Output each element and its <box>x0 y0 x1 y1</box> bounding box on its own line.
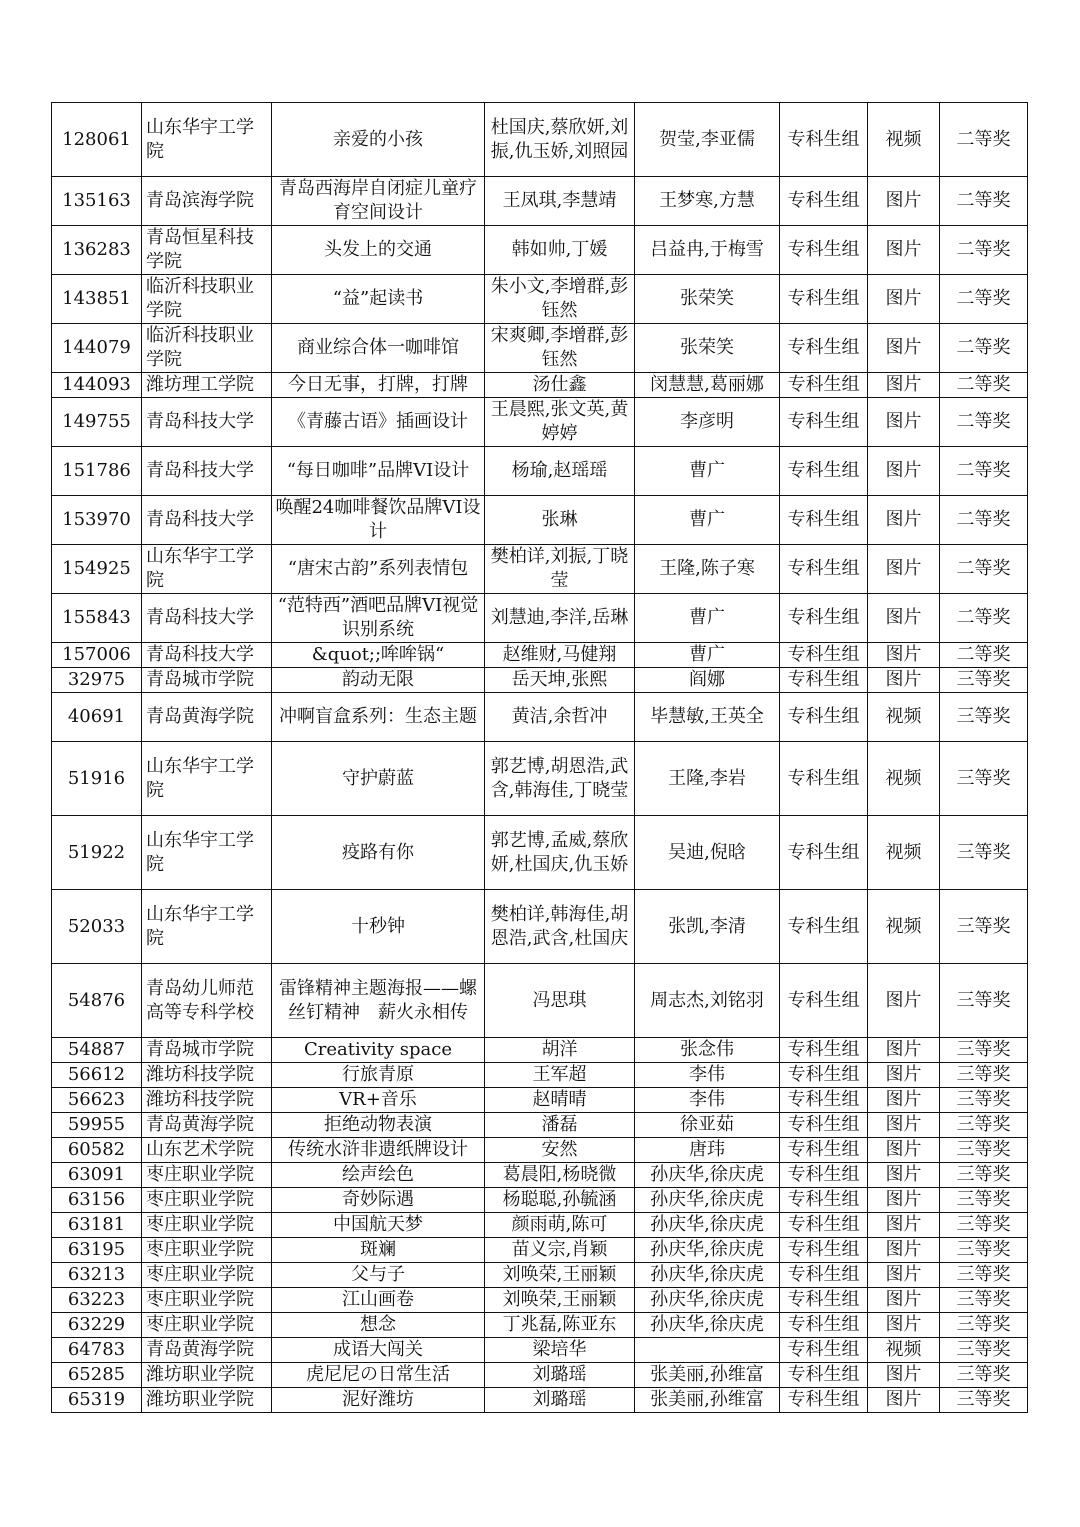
authors-cell: 杨聪聪,孙毓涵 <box>485 1188 635 1213</box>
entry-id-cell: 54887 <box>52 1038 142 1063</box>
advisors-cell: 闵慧慧,葛丽娜 <box>635 373 780 398</box>
entry-id-cell: 56612 <box>52 1063 142 1088</box>
award-level-cell: 三等奖 <box>940 1313 1028 1338</box>
award-level-cell: 三等奖 <box>940 1038 1028 1063</box>
advisors-cell: 孙庆华,徐庆虎 <box>635 1213 780 1238</box>
entry-id-cell: 63213 <box>52 1263 142 1288</box>
work-type-cell: 视频 <box>868 742 940 816</box>
award-level-cell: 三等奖 <box>940 1363 1028 1388</box>
school-name-cell: 枣庄职业学院 <box>142 1213 272 1238</box>
authors-cell: 樊柏详,韩海佳,胡恩浩,武含,杜国庆 <box>485 890 635 964</box>
group-category-cell: 专科生组 <box>780 177 868 226</box>
group-category-cell: 专科生组 <box>780 496 868 545</box>
table-row <box>52 1263 1028 1288</box>
school-name-cell: 青岛城市学院 <box>142 1038 272 1063</box>
advisors-cell: 孙庆华,徐庆虎 <box>635 1313 780 1338</box>
award-level-cell: 二等奖 <box>940 398 1028 447</box>
advisors-cell: 张念伟 <box>635 1038 780 1063</box>
school-name-cell: 枣庄职业学院 <box>142 1163 272 1188</box>
group-category-cell: 专科生组 <box>780 275 868 324</box>
advisors-cell: 吴迪,倪晗 <box>635 816 780 890</box>
authors-cell: 刘唤荣,王丽颖 <box>485 1263 635 1288</box>
work-title-cell: 青岛西海岸自闭症儿童疗育空间设计 <box>272 177 485 226</box>
work-type-cell: 图片 <box>868 1313 940 1338</box>
work-type-cell: 图片 <box>868 324 940 373</box>
work-type-cell: 视频 <box>868 1338 940 1363</box>
work-type-cell: 图片 <box>868 447 940 496</box>
table-row <box>52 1238 1028 1263</box>
authors-cell: 王凤琪,李慧靖 <box>485 177 635 226</box>
work-title-cell: 十秒钟 <box>272 890 485 964</box>
work-type-cell: 图片 <box>868 1088 940 1113</box>
award-level-cell: 三等奖 <box>940 1188 1028 1213</box>
advisors-cell: 曹广 <box>635 643 780 668</box>
award-level-cell: 三等奖 <box>940 1213 1028 1238</box>
group-category-cell: 专科生组 <box>780 742 868 816</box>
group-category-cell: 专科生组 <box>780 1313 868 1338</box>
award-level-cell: 三等奖 <box>940 742 1028 816</box>
entry-id-cell: 144093 <box>52 373 142 398</box>
advisors-cell: 孙庆华,徐庆虎 <box>635 1238 780 1263</box>
advisors-cell <box>635 1338 780 1363</box>
school-name-cell: 青岛科技大学 <box>142 398 272 447</box>
work-title-cell: 拒绝动物表演 <box>272 1113 485 1138</box>
advisors-cell: 李伟 <box>635 1063 780 1088</box>
entry-id-cell: 65285 <box>52 1363 142 1388</box>
award-level-cell: 三等奖 <box>940 1138 1028 1163</box>
table-row <box>52 1163 1028 1188</box>
award-level-cell: 二等奖 <box>940 275 1028 324</box>
entry-id-cell: 143851 <box>52 275 142 324</box>
authors-cell: 宋爽卿,李增群,彭钰然 <box>485 324 635 373</box>
school-name-cell: 青岛城市学院 <box>142 668 272 693</box>
work-type-cell: 图片 <box>868 226 940 275</box>
group-category-cell: 专科生组 <box>780 668 868 693</box>
authors-cell: 安然 <box>485 1138 635 1163</box>
group-category-cell: 专科生组 <box>780 1363 868 1388</box>
entry-id-cell: 155843 <box>52 594 142 643</box>
authors-cell: 杨瑜,赵瑶瑶 <box>485 447 635 496</box>
work-type-cell: 图片 <box>868 1213 940 1238</box>
work-type-cell: 图片 <box>868 1238 940 1263</box>
entry-id-cell: 59955 <box>52 1113 142 1138</box>
work-title-cell: “范特西”酒吧品牌VI视觉识别系统 <box>272 594 485 643</box>
table-row <box>52 1363 1028 1388</box>
entry-id-cell: 63229 <box>52 1313 142 1338</box>
table-row <box>52 1313 1028 1338</box>
work-title-cell: 奇妙际遇 <box>272 1188 485 1213</box>
school-name-cell: 青岛恒星科技学院 <box>142 226 272 275</box>
authors-cell: 赵维财,马健翔 <box>485 643 635 668</box>
advisors-cell: 张荣笑 <box>635 275 780 324</box>
work-type-cell: 图片 <box>868 1063 940 1088</box>
work-title-cell: “益”起读书 <box>272 275 485 324</box>
work-type-cell: 视频 <box>868 693 940 742</box>
table-row <box>52 275 1028 324</box>
school-name-cell: 山东华宇工学院 <box>142 545 272 594</box>
authors-cell: 丁兆磊,陈亚东 <box>485 1313 635 1338</box>
group-category-cell: 专科生组 <box>780 594 868 643</box>
school-name-cell: 山东华宇工学院 <box>142 816 272 890</box>
award-level-cell: 三等奖 <box>940 1263 1028 1288</box>
school-name-cell: 临沂科技职业学院 <box>142 275 272 324</box>
entry-id-cell: 63156 <box>52 1188 142 1213</box>
award-table <box>51 102 1028 1413</box>
award-level-cell: 二等奖 <box>940 373 1028 398</box>
award-level-cell: 三等奖 <box>940 1288 1028 1313</box>
work-type-cell: 图片 <box>868 545 940 594</box>
work-type-cell: 图片 <box>868 1388 940 1413</box>
work-title-cell: 唤醒24咖啡餐饮品牌VI设计 <box>272 496 485 545</box>
work-title-cell: 成语大闯关 <box>272 1338 485 1363</box>
school-name-cell: 青岛黄海学院 <box>142 1113 272 1138</box>
table-row <box>52 1213 1028 1238</box>
award-level-cell: 三等奖 <box>940 1163 1028 1188</box>
group-category-cell: 专科生组 <box>780 1238 868 1263</box>
table-row <box>52 742 1028 816</box>
group-category-cell: 专科生组 <box>780 447 868 496</box>
work-title-cell: “每日咖啡”品牌VI设计 <box>272 447 485 496</box>
school-name-cell: 山东艺术学院 <box>142 1138 272 1163</box>
authors-cell: 汤仕鑫 <box>485 373 635 398</box>
work-type-cell: 图片 <box>868 964 940 1038</box>
authors-cell: 郭艺博,胡恩浩,武含,韩海佳,丁晓莹 <box>485 742 635 816</box>
advisors-cell: 孙庆华,徐庆虎 <box>635 1163 780 1188</box>
award-level-cell: 三等奖 <box>940 1238 1028 1263</box>
authors-cell: 杜国庆,蔡欣妍,刘振,仇玉娇,刘照园 <box>485 103 635 177</box>
authors-cell: 张琳 <box>485 496 635 545</box>
award-level-cell: 三等奖 <box>940 1388 1028 1413</box>
group-category-cell: 专科生组 <box>780 1038 868 1063</box>
authors-cell: 刘唤荣,王丽颖 <box>485 1288 635 1313</box>
entry-id-cell: 51916 <box>52 742 142 816</box>
school-name-cell: 山东华宇工学院 <box>142 742 272 816</box>
group-category-cell: 专科生组 <box>780 1288 868 1313</box>
group-category-cell: 专科生组 <box>780 1063 868 1088</box>
authors-cell: 王军超 <box>485 1063 635 1088</box>
authors-cell: 刘慧迪,李洋,岳琳 <box>485 594 635 643</box>
table-row <box>52 890 1028 964</box>
school-name-cell: 青岛幼儿师范高等专科学校 <box>142 964 272 1038</box>
entry-id-cell: 135163 <box>52 177 142 226</box>
table-row <box>52 1138 1028 1163</box>
authors-cell: 韩如帅,丁媛 <box>485 226 635 275</box>
work-type-cell: 图片 <box>868 496 940 545</box>
school-name-cell: 山东华宇工学院 <box>142 103 272 177</box>
group-category-cell: 专科生组 <box>780 545 868 594</box>
advisors-cell: 徐亚茹 <box>635 1113 780 1138</box>
group-category-cell: 专科生组 <box>780 693 868 742</box>
work-title-cell: 头发上的交通 <box>272 226 485 275</box>
table-row <box>52 816 1028 890</box>
award-level-cell: 二等奖 <box>940 643 1028 668</box>
entry-id-cell: 153970 <box>52 496 142 545</box>
work-title-cell: Creativity space <box>272 1038 485 1063</box>
work-title-cell: 韵动无限 <box>272 668 485 693</box>
work-type-cell: 图片 <box>868 1188 940 1213</box>
group-category-cell: 专科生组 <box>780 1113 868 1138</box>
entry-id-cell: 157006 <box>52 643 142 668</box>
group-category-cell: 专科生组 <box>780 1138 868 1163</box>
group-category-cell: 专科生组 <box>780 398 868 447</box>
authors-cell: 潘磊 <box>485 1113 635 1138</box>
table-row <box>52 447 1028 496</box>
authors-cell: 赵晴晴 <box>485 1088 635 1113</box>
work-type-cell: 视频 <box>868 890 940 964</box>
school-name-cell: 青岛滨海学院 <box>142 177 272 226</box>
advisors-cell: 贺莹,李亚儒 <box>635 103 780 177</box>
work-type-cell: 视频 <box>868 816 940 890</box>
authors-cell: 郭艺博,孟威,蔡欣妍,杜国庆,仇玉娇 <box>485 816 635 890</box>
entry-id-cell: 149755 <box>52 398 142 447</box>
work-title-cell: 守护蔚蓝 <box>272 742 485 816</box>
advisors-cell: 李伟 <box>635 1088 780 1113</box>
school-name-cell: 枣庄职业学院 <box>142 1263 272 1288</box>
authors-cell: 王晨熙,张文英,黄婷婷 <box>485 398 635 447</box>
work-title-cell: &quot;;哞哞锅“ <box>272 643 485 668</box>
group-category-cell: 专科生组 <box>780 964 868 1038</box>
table-row <box>52 693 1028 742</box>
table-row <box>52 1088 1028 1113</box>
advisors-cell: 张荣笑 <box>635 324 780 373</box>
award-level-cell: 三等奖 <box>940 890 1028 964</box>
group-category-cell: 专科生组 <box>780 324 868 373</box>
award-level-cell: 二等奖 <box>940 545 1028 594</box>
table-row <box>52 226 1028 275</box>
entry-id-cell: 40691 <box>52 693 142 742</box>
school-name-cell: 青岛黄海学院 <box>142 693 272 742</box>
award-level-cell: 三等奖 <box>940 693 1028 742</box>
work-type-cell: 图片 <box>868 1363 940 1388</box>
school-name-cell: 潍坊职业学院 <box>142 1388 272 1413</box>
work-title-cell: 冲啊盲盒系列：生态主题 <box>272 693 485 742</box>
award-level-cell: 三等奖 <box>940 964 1028 1038</box>
work-type-cell: 图片 <box>868 668 940 693</box>
school-name-cell: 青岛科技大学 <box>142 447 272 496</box>
award-level-cell: 三等奖 <box>940 816 1028 890</box>
work-title-cell: 想念 <box>272 1313 485 1338</box>
authors-cell: 樊柏详,刘振,丁晓莹 <box>485 545 635 594</box>
authors-cell: 刘璐瑶 <box>485 1388 635 1413</box>
award-level-cell: 二等奖 <box>940 496 1028 545</box>
entry-id-cell: 144079 <box>52 324 142 373</box>
authors-cell: 黄洁,余哲冲 <box>485 693 635 742</box>
advisors-cell: 毕慧敏,王英全 <box>635 693 780 742</box>
advisors-cell: 张美丽,孙维富 <box>635 1363 780 1388</box>
work-title-cell: 今日无事，打牌，打牌 <box>272 373 485 398</box>
work-type-cell: 图片 <box>868 1288 940 1313</box>
work-type-cell: 图片 <box>868 177 940 226</box>
table-row <box>52 177 1028 226</box>
award-level-cell: 二等奖 <box>940 447 1028 496</box>
group-category-cell: 专科生组 <box>780 1088 868 1113</box>
table-row <box>52 373 1028 398</box>
table-row <box>52 1188 1028 1213</box>
group-category-cell: 专科生组 <box>780 1188 868 1213</box>
entry-id-cell: 63195 <box>52 1238 142 1263</box>
school-name-cell: 潍坊职业学院 <box>142 1363 272 1388</box>
work-type-cell: 视频 <box>868 103 940 177</box>
table-row <box>52 1288 1028 1313</box>
school-name-cell: 山东华宇工学院 <box>142 890 272 964</box>
entry-id-cell: 60582 <box>52 1138 142 1163</box>
school-name-cell: 潍坊科技学院 <box>142 1063 272 1088</box>
entry-id-cell: 56623 <box>52 1088 142 1113</box>
school-name-cell: 青岛科技大学 <box>142 594 272 643</box>
group-category-cell: 专科生组 <box>780 226 868 275</box>
group-category-cell: 专科生组 <box>780 643 868 668</box>
group-category-cell: 专科生组 <box>780 103 868 177</box>
award-level-cell: 二等奖 <box>940 226 1028 275</box>
entry-id-cell: 32975 <box>52 668 142 693</box>
table-row <box>52 545 1028 594</box>
advisors-cell: 孙庆华,徐庆虎 <box>635 1188 780 1213</box>
work-type-cell: 图片 <box>868 373 940 398</box>
advisors-cell: 周志杰,刘铭羽 <box>635 964 780 1038</box>
work-type-cell: 图片 <box>868 398 940 447</box>
award-level-cell: 二等奖 <box>940 324 1028 373</box>
advisors-cell: 张凯,李清 <box>635 890 780 964</box>
work-type-cell: 图片 <box>868 643 940 668</box>
work-title-cell: 疫路有你 <box>272 816 485 890</box>
advisors-cell: 吕益冉,于梅雪 <box>635 226 780 275</box>
advisors-cell: 孙庆华,徐庆虎 <box>635 1263 780 1288</box>
entry-id-cell: 63181 <box>52 1213 142 1238</box>
group-category-cell: 专科生组 <box>780 890 868 964</box>
group-category-cell: 专科生组 <box>780 1338 868 1363</box>
table-row <box>52 496 1028 545</box>
table-row <box>52 1038 1028 1063</box>
group-category-cell: 专科生组 <box>780 1163 868 1188</box>
advisors-cell: 王隆,李岩 <box>635 742 780 816</box>
school-name-cell: 临沂科技职业学院 <box>142 324 272 373</box>
group-category-cell: 专科生组 <box>780 816 868 890</box>
authors-cell: 苗义宗,肖颖 <box>485 1238 635 1263</box>
entry-id-cell: 151786 <box>52 447 142 496</box>
table-row <box>52 324 1028 373</box>
authors-cell: 颜雨萌,陈可 <box>485 1213 635 1238</box>
entry-id-cell: 154925 <box>52 545 142 594</box>
work-type-cell: 图片 <box>868 275 940 324</box>
table-row <box>52 964 1028 1038</box>
award-table-body <box>52 103 1028 1413</box>
school-name-cell: 枣庄职业学院 <box>142 1238 272 1263</box>
table-row <box>52 643 1028 668</box>
entry-id-cell: 64783 <box>52 1338 142 1363</box>
school-name-cell: 潍坊理工学院 <box>142 373 272 398</box>
group-category-cell: 专科生组 <box>780 1213 868 1238</box>
award-level-cell: 三等奖 <box>940 1063 1028 1088</box>
work-title-cell: 父与子 <box>272 1263 485 1288</box>
group-category-cell: 专科生组 <box>780 1388 868 1413</box>
table-row <box>52 1063 1028 1088</box>
table-row <box>52 103 1028 177</box>
award-level-cell: 三等奖 <box>940 668 1028 693</box>
school-name-cell: 青岛黄海学院 <box>142 1338 272 1363</box>
authors-cell: 胡洋 <box>485 1038 635 1063</box>
table-row <box>52 1338 1028 1363</box>
work-title-cell: 绘声绘色 <box>272 1163 485 1188</box>
authors-cell: 岳天坤,张熙 <box>485 668 635 693</box>
award-level-cell: 二等奖 <box>940 103 1028 177</box>
work-title-cell: 斑斓 <box>272 1238 485 1263</box>
table-row <box>52 1113 1028 1138</box>
school-name-cell: 枣庄职业学院 <box>142 1313 272 1338</box>
authors-cell: 葛晨阳,杨晓微 <box>485 1163 635 1188</box>
work-title-cell: 虎尼尼の日常生活 <box>272 1363 485 1388</box>
advisors-cell: 曹广 <box>635 594 780 643</box>
entry-id-cell: 54876 <box>52 964 142 1038</box>
advisors-cell: 王梦寒,方慧 <box>635 177 780 226</box>
work-type-cell: 图片 <box>868 594 940 643</box>
work-title-cell: 亲爱的小孩 <box>272 103 485 177</box>
authors-cell: 朱小文,李增群,彭钰然 <box>485 275 635 324</box>
award-level-cell: 三等奖 <box>940 1088 1028 1113</box>
work-title-cell: 商业综合体一咖啡馆 <box>272 324 485 373</box>
school-name-cell: 枣庄职业学院 <box>142 1188 272 1213</box>
advisors-cell: 阎娜 <box>635 668 780 693</box>
group-category-cell: 专科生组 <box>780 373 868 398</box>
school-name-cell: 枣庄职业学院 <box>142 1288 272 1313</box>
school-name-cell: 青岛科技大学 <box>142 643 272 668</box>
authors-cell: 刘璐瑶 <box>485 1363 635 1388</box>
work-type-cell: 图片 <box>868 1113 940 1138</box>
work-title-cell: 传统水浒非遗纸牌设计 <box>272 1138 485 1163</box>
advisors-cell: 曹广 <box>635 447 780 496</box>
table-row <box>52 594 1028 643</box>
entry-id-cell: 51922 <box>52 816 142 890</box>
entry-id-cell: 63091 <box>52 1163 142 1188</box>
award-level-cell: 三等奖 <box>940 1113 1028 1138</box>
entry-id-cell: 63223 <box>52 1288 142 1313</box>
work-title-cell: “唐宋古韵”系列表情包 <box>272 545 485 594</box>
entry-id-cell: 128061 <box>52 103 142 177</box>
work-title-cell: 江山画卷 <box>272 1288 485 1313</box>
advisors-cell: 孙庆华,徐庆虎 <box>635 1288 780 1313</box>
authors-cell: 冯思琪 <box>485 964 635 1038</box>
group-category-cell: 专科生组 <box>780 1263 868 1288</box>
entry-id-cell: 136283 <box>52 226 142 275</box>
advisors-cell: 唐玮 <box>635 1138 780 1163</box>
work-title-cell: 《青藤古语》插画设计 <box>272 398 485 447</box>
entry-id-cell: 52033 <box>52 890 142 964</box>
advisors-cell: 曹广 <box>635 496 780 545</box>
work-type-cell: 图片 <box>868 1263 940 1288</box>
work-title-cell: 泥好潍坊 <box>272 1388 485 1413</box>
award-level-cell: 二等奖 <box>940 177 1028 226</box>
award-level-cell: 三等奖 <box>940 1338 1028 1363</box>
work-title-cell: 中国航天梦 <box>272 1213 485 1238</box>
table-row <box>52 398 1028 447</box>
authors-cell: 梁培华 <box>485 1338 635 1363</box>
table-row <box>52 1388 1028 1413</box>
school-name-cell: 青岛科技大学 <box>142 496 272 545</box>
table-row <box>52 668 1028 693</box>
work-title-cell: 行旅青原 <box>272 1063 485 1088</box>
work-type-cell: 图片 <box>868 1163 940 1188</box>
work-title-cell: 雷锋精神主题海报——螺丝钉精神 薪火永相传 <box>272 964 485 1038</box>
entry-id-cell: 65319 <box>52 1388 142 1413</box>
school-name-cell: 潍坊科技学院 <box>142 1088 272 1113</box>
advisors-cell: 王隆,陈子寒 <box>635 545 780 594</box>
award-level-cell: 二等奖 <box>940 594 1028 643</box>
work-type-cell: 图片 <box>868 1038 940 1063</box>
advisors-cell: 李彦明 <box>635 398 780 447</box>
work-type-cell: 图片 <box>868 1138 940 1163</box>
advisors-cell: 张美丽,孙维富 <box>635 1388 780 1413</box>
work-title-cell: VR+音乐 <box>272 1088 485 1113</box>
